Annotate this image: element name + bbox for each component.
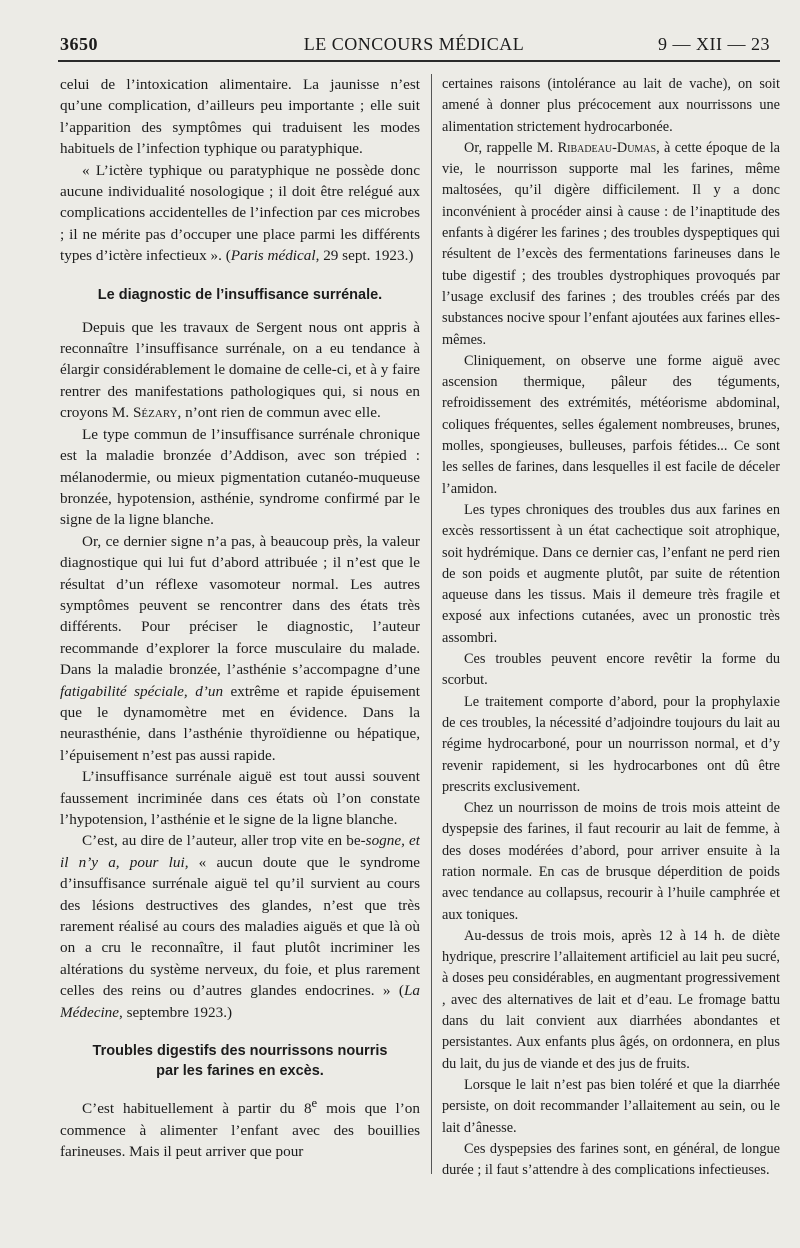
paragraph: Cliniquement, on observe une forme aiguë avec ascension thermique, pâleur des téguments, refroidissement des extrémités, météorisme abdominal, coliques fréquentes, selles également nombreuses, brunes, molles, spongieuses, bulleuses, parfois fétides... Ce sont les selles de farines, dans lesquelles il est facile de déceler l’amidon.	[442, 352, 780, 497]
paragraph: certaines raisons (intolérance au lait de vache), on soit amené à donner plus précocement aux nourrissons une alimentation strictement hydrocarbonée.	[442, 76, 780, 135]
author-name: Sézary	[132, 404, 178, 422]
page-number: 3650	[60, 34, 98, 54]
paragraph: Le traitement comporte d’abord, pour la prophylaxie de ces troubles, la nécessité d’adjoindre toujours du lait au régime hydrocarboné, pour un nourrisson normal, et d’y revenir rapidement, si les hydrocarbones ont dû être prescrits exclusivement.	[442, 693, 780, 795]
paragraph: Lorsque le lait n’est pas bien toléré et que la diarrhée persiste, on doit recommander l’allaitement au sein, ou le lait d’ânesse.	[442, 1076, 780, 1136]
paragraph: Ces dyspepsies des farines sont, en général, de longue durée ; il faut s’attendre à des complications infectieuses.	[442, 1140, 780, 1179]
running-header	[58, 30, 770, 58]
citation-tail: , septembre 1923.)	[119, 1003, 233, 1021]
author-name: Ribadeau-Dumas	[557, 139, 657, 156]
paragraph-text: Or, ce dernier signe n’a pas, à beaucoup près, la valeur diagnostique qui lui fut d’abord attribuée ; il n’est que le résultat d’un réflexe vasomoteur normal. Les autres symptômes peuvent se rencontrer dans des états très différents. Pour préciser le diagnostic, l’auteur recommande d’explorer la force musculaire du malade. Dans la maladie bronzée, l’asthénie s’accompagne d’une	[60, 532, 420, 679]
citation-source: Paris médical	[230, 247, 316, 265]
citation-tail: , 29 sept. 1923.)	[315, 247, 414, 265]
paragraph-tail: extrême et rapide épuisement que le dynamomètre met en évidence. Dans la neurasthénie, dans l’asthénie thyroïdienne ou hépatique, l’épuisement n’est pas aussi rapide.	[60, 682, 420, 764]
journal-title: LE CONCOURS MÉDICAL	[303, 34, 525, 54]
paragraph	[442, 138, 780, 351]
paragraph-text: « L’ictère typhique ou paratyphique ne possède donc aucune individualité nosologique ; il doit être relégué aux complications accidentelles de l’infection par ces microbes ; il ne mérite pas d’occuper une place parmi les différents types d’ictère infectieux ». (	[60, 161, 420, 265]
paragraph-text: Or, rappelle M.	[464, 139, 554, 156]
section-heading	[60, 1041, 420, 1081]
paragraph: L’insuffisance surrénale aiguë est tout aussi souvent faussement incriminée dans ces états où l’on constate l’hypotension, l’asthénie et le signe de la ligne blanche.	[60, 768, 420, 828]
citation-source: La Médecine	[60, 982, 420, 1021]
header-rule	[58, 60, 780, 62]
paragraph: Chez un nourrisson de moins de trois mois atteint de dyspepsie des farines, il faut recourir au lait de femme, à des doses modérées d’abord, pour arriver ensuite à la ration normale. En cas de brusque déperdition de poids avec tendance au collapsus, recourir à l’huile camphrée et aux toniques.	[442, 800, 780, 923]
paragraph: Au-dessus de trois mois, après 12 à 14 h. de diète hydrique, prescrire l’allaitement artificiel au lait peu sucré, à doses peu considérables, en augmentant progressivement , avec des alternatives de lait et d’eau. Le fromage battu dans du lait convient aux diarrhées abondantes et persistantes. Aux enfants plus âgés, on ordonnera, en plus du lait, du jus de viande et des jus de fruits.	[442, 927, 780, 1072]
paragraph	[60, 830, 420, 1023]
paragraph-text: C’est, au dire de l’auteur, aller trop vite en be-	[82, 832, 366, 850]
paragraph	[60, 531, 420, 766]
paragraph	[60, 1093, 420, 1162]
paragraph: Ces troubles peuvent encore revêtir la forme du scorbut.	[442, 651, 780, 689]
heading-line: Troubles digestifs des nourrissons nourris	[92, 1043, 388, 1060]
section-heading: Le diagnostic de l’insuffisance surrénale.	[97, 286, 383, 303]
paragraph	[60, 160, 420, 267]
paragraph	[60, 317, 420, 424]
emphasis: fatigabilité spéciale, d’un	[60, 682, 224, 700]
paragraph-tail: mois que l’on commence à alimenter l’enfant avec des bouillies farineuses. Mais il peut arriver que pour	[60, 1100, 420, 1160]
paragraph-text: C’est habituellement à partir du 8	[82, 1100, 312, 1118]
issue-date: 9 — XII — 23	[658, 34, 770, 54]
paragraph: Les types chroniques des troubles dus aux farines en excès ressortissent à un état cachectique soit atrophique, soit hydrémique. Dans ce dernier cas, l’enfant ne perd rien de son poids et augmente plutôt, par suite de rétention aqueuse dans les tissus. Mais il demeure très fragile et exposé aux infections cutanées, avec un pronostic très assombri.	[442, 501, 780, 646]
emphasis: sogne, et il n’y a, pour lui,	[60, 832, 420, 871]
column-divider	[431, 74, 432, 1174]
paragraph-tail: , n’ont rien de commun avec elle.	[177, 404, 381, 422]
ordinal-superscript: e	[311, 1096, 318, 1111]
paragraph: Le type commun de l’insuffisance surrénale chronique est la maladie bronzée d’Addison, avec son trépied : mélanodermie, ou mieux pigmentation cutanéo-muqueuse bronzée, hypotension, asthénie, syndrome confirmé par le signe de la ligne blanche.	[60, 425, 420, 529]
right-column	[442, 74, 780, 1184]
paragraph-text: Depuis que les travaux de Sergent nous ont appris à reconnaître l’insuffisance surrénale, on a eu tendance à élargir considérablement le domaine de celle-ci, et à y faire rentrer des manifestations pathologiques qui, si nous en croyons M.	[60, 318, 420, 422]
left-column	[60, 74, 420, 1184]
heading-line: par les farines en excès.	[156, 1063, 324, 1080]
quotation: « aucun doute que le syndrome d’insuffisance surrénale aiguë tel qu’il survient au cours des lésions destructives des glandes, n’est que très rarement réalisé au cours des maladies aiguës et que là où on a cru le reconnaître, il faut plutôt incriminer les altérations du système nerveux, du foie, et plus rarement celles des reins ou d’autres glandes endocrines. » (	[60, 853, 420, 1000]
paragraph: celui de l’intoxication alimentaire. La jaunisse n’est qu’une complication, d’ailleurs peu importante ; elle suit l’apparition des symptômes qui traduisent les modes habituels de l’infection typhique ou paratyphique.	[60, 76, 420, 158]
paragraph-tail: , à cette époque de la vie, le nourrisson supporte mal les farines, même maltosées, qu’il digère difficilement. Il y a donc inconvénient à procéder ainsi à cause : de l’inaptitude des enfants à digérer les farines ; des troubles dyspeptiques qui résultent de l’excès des fermentations farineuses dans le tube digestif ; des troubles dystrophiques provoqués par l’usage exclusif des farines ; des troubles créés par des substances nocive spour l’enfant ajoutées aux farines elles-mêmes.	[442, 139, 780, 348]
